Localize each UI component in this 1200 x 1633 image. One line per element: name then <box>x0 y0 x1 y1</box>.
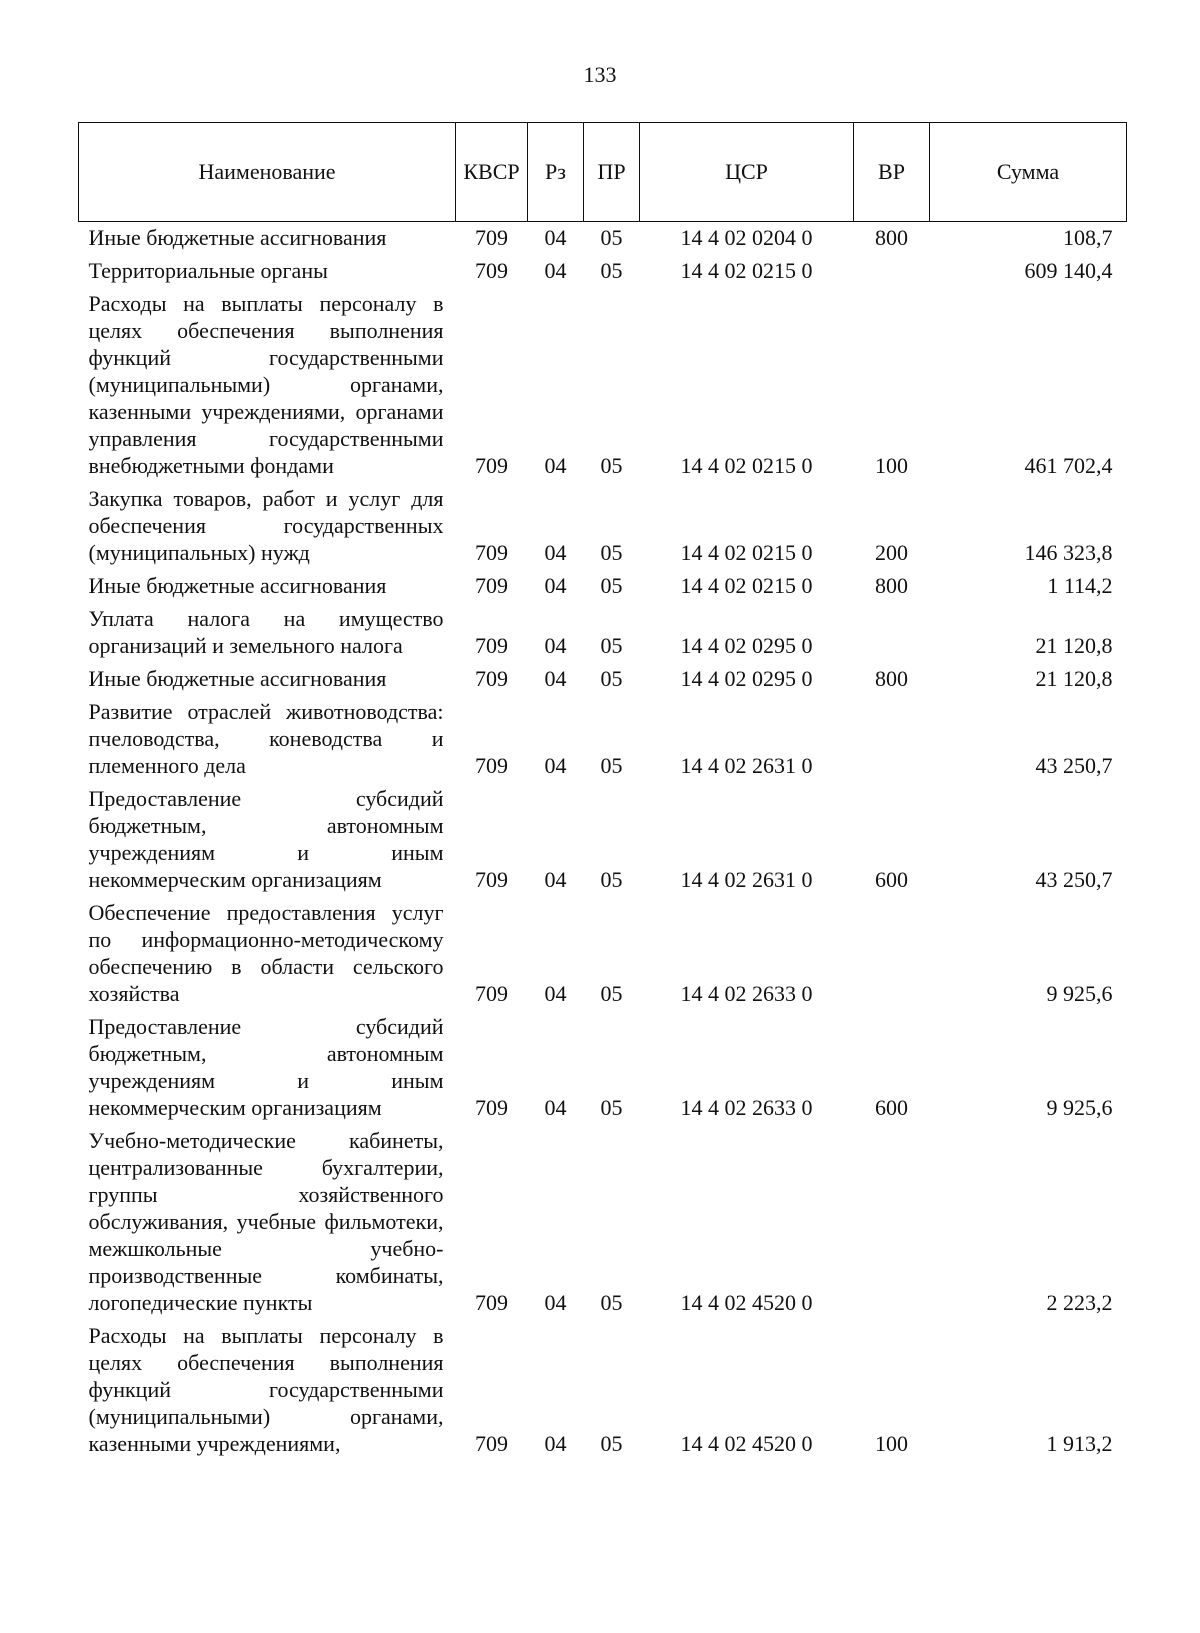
header-sum: Сумма <box>930 123 1127 222</box>
cell-pr: 05 <box>600 258 623 283</box>
cell-sum: 9 925,6 <box>1046 1095 1113 1120</box>
cell-pr: 05 <box>600 753 623 778</box>
cell-sum: 2 223,2 <box>1046 1290 1113 1315</box>
cell-vr <box>854 603 930 663</box>
cell-pr: 05 <box>600 453 623 478</box>
cell-pr: 05 <box>600 633 623 658</box>
cell-pr: 05 <box>600 573 623 598</box>
cell-kvsr: 709 <box>475 225 508 250</box>
cell-pr: 05 <box>600 540 623 565</box>
cell-vr: 200 <box>875 540 908 565</box>
cell-csr: 14 4 02 0295 0 <box>680 633 813 658</box>
cell-vr: 800 <box>875 225 908 250</box>
cell-csr: 14 4 02 0204 0 <box>680 225 813 250</box>
cell-kvsr: 709 <box>475 666 508 691</box>
cell-csr: 14 4 02 0215 0 <box>680 573 813 598</box>
budget-table <box>78 122 1127 1461</box>
table-row <box>79 483 1127 570</box>
cell-pr: 05 <box>600 981 623 1006</box>
table-row <box>79 570 1127 603</box>
cell-sum: 21 120,8 <box>1035 666 1113 691</box>
cell-name: Расходы на выплаты персоналу в целях обеспечения выполнения функций государственными (муниципальными) органами, казенными учреждениями, <box>88 1323 444 1456</box>
header-name: Наименование <box>79 123 456 222</box>
cell-csr: 14 4 02 2633 0 <box>680 981 813 1006</box>
cell-rz: 04 <box>544 633 567 658</box>
cell-rz: 04 <box>544 1290 567 1315</box>
table-row <box>79 783 1127 897</box>
cell-kvsr: 709 <box>475 453 508 478</box>
table-header <box>79 123 1127 222</box>
cell-vr: 600 <box>875 1095 908 1120</box>
table-row <box>79 897 1127 1011</box>
cell-name: Обеспечение предоставления услуг по информационно-методическому обеспечению в области сельского хозяйства <box>88 900 444 1006</box>
table-row <box>79 1125 1127 1320</box>
cell-pr: 05 <box>600 666 623 691</box>
cell-pr: 05 <box>600 1290 623 1315</box>
cell-sum: 146 323,8 <box>1024 540 1113 565</box>
cell-sum: 21 120,8 <box>1035 633 1113 658</box>
cell-kvsr: 709 <box>475 1290 508 1315</box>
cell-csr: 14 4 02 4520 0 <box>680 1290 813 1315</box>
cell-kvsr: 709 <box>475 981 508 1006</box>
table-row <box>79 603 1127 663</box>
cell-rz: 04 <box>544 1431 567 1456</box>
cell-kvsr: 709 <box>475 258 508 283</box>
cell-name: Предоставление субсидий бюджетным, автономным учреждениям и иным некоммерческим организациям <box>88 786 444 892</box>
cell-rz: 04 <box>544 753 567 778</box>
cell-rz: 04 <box>544 225 567 250</box>
cell-csr: 14 4 02 4520 0 <box>680 1431 813 1456</box>
header-rz: Рз <box>528 123 584 222</box>
cell-kvsr: 709 <box>475 573 508 598</box>
table-row <box>79 222 1127 256</box>
header-pr: ПР <box>584 123 640 222</box>
cell-csr: 14 4 02 2633 0 <box>680 1095 813 1120</box>
cell-rz: 04 <box>544 573 567 598</box>
cell-kvsr: 709 <box>475 540 508 565</box>
cell-vr: 100 <box>875 453 908 478</box>
cell-sum: 609 140,4 <box>1024 258 1113 283</box>
cell-rz: 04 <box>544 981 567 1006</box>
header-kvsr: КВСР <box>456 123 528 222</box>
table-body <box>79 222 1127 1462</box>
cell-name: Иные бюджетные ассигнования <box>88 573 387 598</box>
cell-rz: 04 <box>544 258 567 283</box>
cell-name: Развитие отраслей животноводства: пчеловодства, коневодства и племенного дела <box>88 699 444 778</box>
cell-name: Территориальные органы <box>88 258 328 283</box>
cell-kvsr: 709 <box>475 867 508 892</box>
cell-rz: 04 <box>544 666 567 691</box>
cell-name: Иные бюджетные ассигнования <box>88 225 387 250</box>
cell-rz: 04 <box>544 1095 567 1120</box>
cell-pr: 05 <box>600 867 623 892</box>
table-row <box>79 696 1127 783</box>
cell-vr <box>854 255 930 288</box>
cell-kvsr: 709 <box>475 633 508 658</box>
cell-rz: 04 <box>544 867 567 892</box>
cell-sum: 461 702,4 <box>1024 453 1113 478</box>
cell-name: Иные бюджетные ассигнования <box>88 666 387 691</box>
cell-sum: 1 114,2 <box>1047 573 1113 598</box>
cell-rz: 04 <box>544 453 567 478</box>
table-row <box>79 663 1127 696</box>
cell-csr: 14 4 02 0215 0 <box>680 258 813 283</box>
table-row <box>79 1320 1127 1461</box>
header-vr: ВР <box>854 123 930 222</box>
cell-vr: 600 <box>875 867 908 892</box>
cell-sum: 43 250,7 <box>1035 867 1113 892</box>
page-number: 133 <box>583 62 617 87</box>
cell-sum: 1 913,2 <box>1046 1431 1113 1456</box>
cell-kvsr: 709 <box>475 1095 508 1120</box>
cell-kvsr: 709 <box>475 753 508 778</box>
cell-vr: 800 <box>875 666 908 691</box>
cell-vr: 100 <box>875 1431 908 1456</box>
cell-name: Закупка товаров, работ и услуг для обеспечения государственных (муниципальных) нужд <box>88 486 444 565</box>
cell-sum: 9 925,6 <box>1046 981 1113 1006</box>
header-row <box>79 123 1127 222</box>
cell-vr <box>854 1125 930 1320</box>
cell-csr: 14 4 02 2631 0 <box>680 753 813 778</box>
cell-csr: 14 4 02 0215 0 <box>680 540 813 565</box>
cell-csr: 14 4 02 0295 0 <box>680 666 813 691</box>
table-row <box>79 1011 1127 1125</box>
cell-csr: 14 4 02 0215 0 <box>680 453 813 478</box>
cell-pr: 05 <box>600 225 623 250</box>
table-row <box>79 288 1127 483</box>
cell-kvsr: 709 <box>475 1431 508 1456</box>
cell-rz: 04 <box>544 540 567 565</box>
cell-vr <box>854 897 930 1011</box>
cell-sum: 43 250,7 <box>1035 753 1113 778</box>
cell-name: Учебно-методические кабинеты, централизованные бухгалтерии, группы хозяйственного обслуживания, учебные фильмотеки, межшкольные учебно-производственные комбинаты, логопедические пункты <box>88 1128 444 1315</box>
cell-name: Уплата налога на имущество организаций и земельного налога <box>88 606 444 658</box>
cell-vr <box>854 696 930 783</box>
cell-vr: 800 <box>875 573 908 598</box>
cell-csr: 14 4 02 2631 0 <box>680 867 813 892</box>
cell-name: Расходы на выплаты персоналу в целях обеспечения выполнения функций государственными (муниципальными) органами, казенными учреждениями, органами управления государственными внебюджетными фондами <box>88 291 444 478</box>
cell-sum: 108,7 <box>1063 225 1113 250</box>
cell-pr: 05 <box>600 1431 623 1456</box>
table-row <box>79 255 1127 288</box>
cell-pr: 05 <box>600 1095 623 1120</box>
cell-name: Предоставление субсидий бюджетным, автономным учреждениям и иным некоммерческим организациям <box>88 1014 444 1120</box>
header-csr: ЦСР <box>640 123 854 222</box>
